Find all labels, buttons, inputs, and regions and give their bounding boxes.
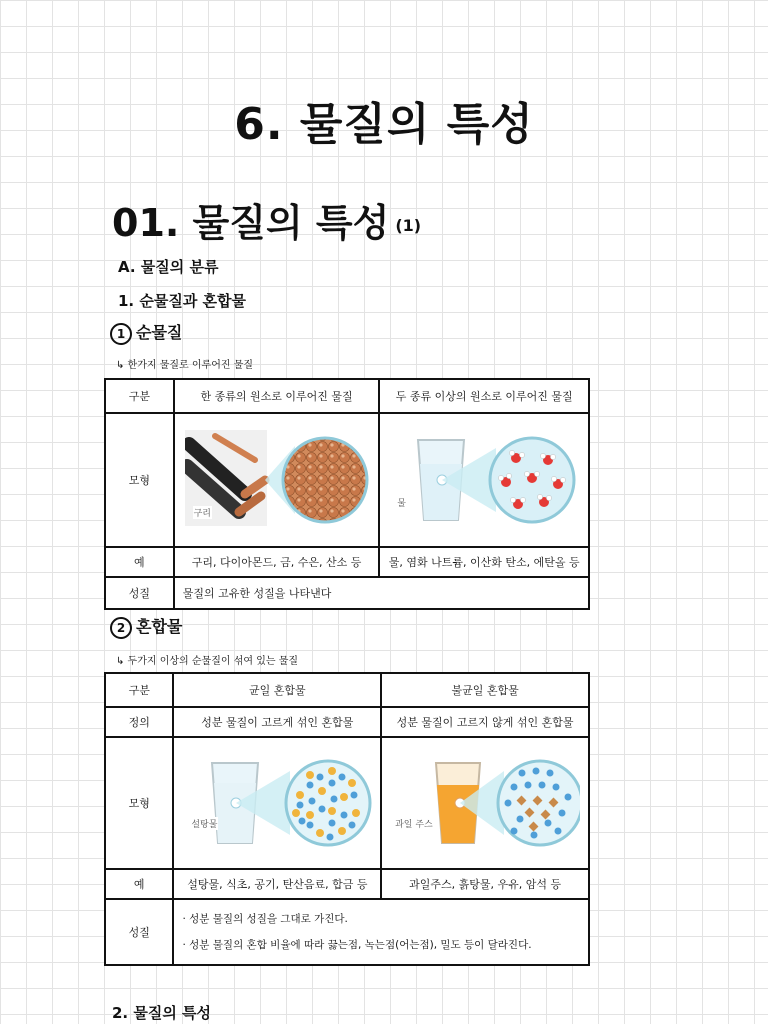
table-row (105, 413, 589, 547)
definition-cell: 성분 물질이 고르지 않게 섞인 혼합물 (381, 707, 589, 737)
row-label: 예 (105, 869, 173, 899)
property-cell (173, 899, 589, 965)
model-cell (173, 737, 381, 869)
example-cell: 구리, 다이아몬드, 금, 수은, 산소 등 (174, 547, 380, 577)
section-heading (112, 192, 421, 247)
table-row (105, 547, 589, 577)
copper-model-image (185, 430, 369, 530)
row-label: 정의 (105, 707, 173, 737)
table-row (105, 577, 589, 609)
property-line: · 성분 물질의 성질을 그대로 가진다. (182, 913, 348, 925)
table-row (105, 707, 589, 737)
model-caption: 설탕물 (190, 817, 218, 830)
subheading-2: 2. 물질의 특성 (112, 1004, 212, 1022)
model-cell (381, 737, 589, 869)
water-model-image (392, 430, 576, 530)
model-cell (379, 413, 589, 547)
table-row (105, 379, 589, 413)
property-line: · 성분 물질의 혼합 비율에 따라 끓는점, 녹는점(어는점), 밀도 등이 달라진다. (182, 939, 532, 951)
header-cell: 두 종류 이상의 원소로 이루어진 물질 (379, 379, 589, 413)
model-caption: 물 (396, 496, 407, 509)
table-row (105, 737, 589, 869)
copper-wire-icon (185, 430, 369, 530)
row-label: 예 (105, 547, 174, 577)
page-title: 6. 물질의 특성 (234, 99, 534, 150)
pure-heading (110, 320, 182, 345)
fruit-juice-model-image (390, 753, 580, 853)
number-circle: 2 (110, 617, 132, 639)
row-label: 모형 (105, 737, 173, 869)
header-cell: 균일 혼합물 (173, 673, 381, 707)
mixture-table (104, 672, 590, 966)
model-cell (174, 413, 380, 547)
mixture-heading-text: 혼합물 (136, 617, 183, 636)
section-heading-text: 01. 물질의 특성 (112, 201, 390, 245)
subheading-a: A. 물질의 분류 (118, 258, 219, 276)
definition-cell: 성분 물질이 고르게 섞인 혼합물 (173, 707, 381, 737)
model-caption: 과일 주스 (394, 817, 434, 830)
mixture-note: ↳ 두가지 이상의 순물질이 섞여 있는 물질 (116, 656, 299, 667)
pure-note: ↳ 한가지 물질로 이루어진 물질 (116, 360, 254, 371)
sugar-water-glass-icon (182, 753, 372, 853)
pure-heading-text: 순물질 (136, 323, 183, 342)
section-part: (1) (395, 216, 422, 235)
header-cell: 불균일 혼합물 (381, 673, 589, 707)
example-cell: 과일주스, 흙탕물, 우유, 암석 등 (381, 869, 589, 899)
header-cell: 구분 (105, 379, 174, 413)
property-cell: 물질의 고유한 성질을 나타낸다 (174, 577, 589, 609)
example-cell: 물, 염화 나트륨, 이산화 탄소, 에탄올 등 (379, 547, 589, 577)
pure-table (104, 378, 590, 610)
number-circle: 1 (110, 323, 132, 345)
header-cell: 한 종류의 원소로 이루어진 물질 (174, 379, 380, 413)
sugar-water-model-image (182, 753, 372, 853)
fruit-juice-glass-icon (390, 753, 580, 853)
subheading-1: 1. 순물질과 혼합물 (118, 292, 247, 310)
water-glass-icon (392, 430, 576, 530)
header-cell: 구분 (105, 673, 173, 707)
table-row (105, 899, 589, 965)
row-label: 성질 (105, 577, 174, 609)
table-row (105, 869, 589, 899)
row-label: 성질 (105, 899, 173, 965)
row-label: 모형 (105, 413, 174, 547)
mixture-heading (110, 614, 182, 639)
example-cell: 설탕물, 식초, 공기, 탄산음료, 합금 등 (173, 869, 381, 899)
table-row (105, 673, 589, 707)
model-caption: 구리 (193, 506, 212, 519)
